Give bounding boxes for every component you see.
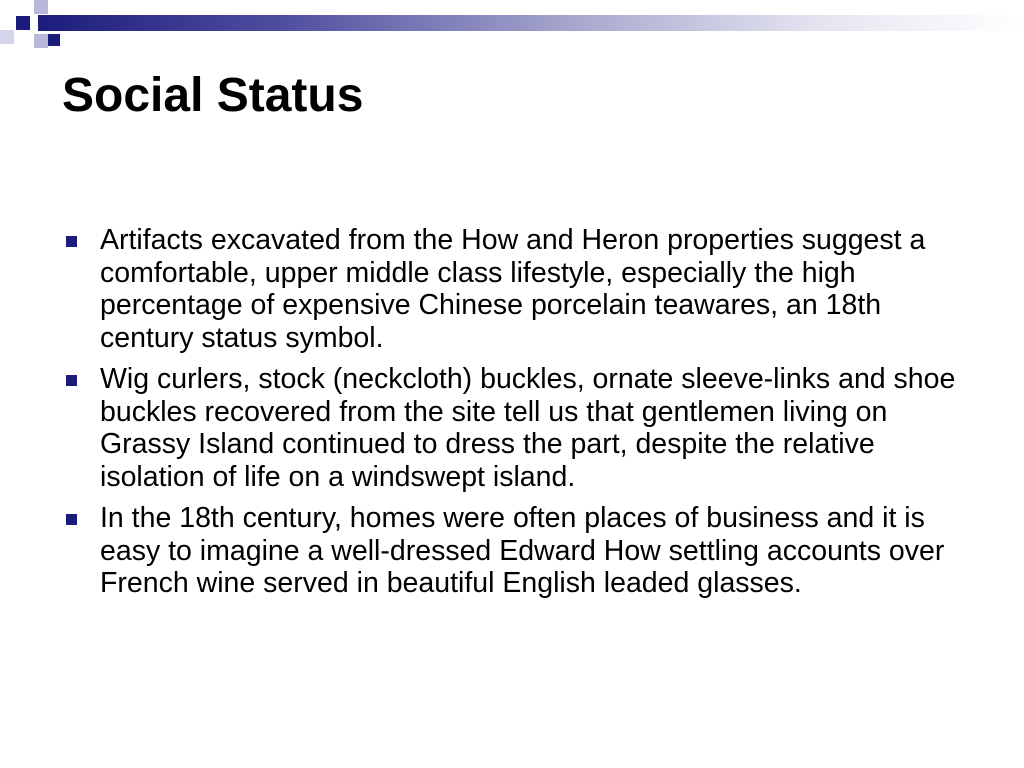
decorative-square <box>48 34 60 46</box>
bullet-text: Artifacts excavated from the How and Heron properties suggest a comfortable, upper middle class lifestyle, especially the high percentage of expensive Chinese porcelain teawares, an 18th century status symbol. <box>100 224 926 354</box>
bullet-item <box>62 224 982 354</box>
header-gradient-band <box>38 15 1024 31</box>
square-bullet-icon <box>66 375 77 386</box>
bullet-list <box>62 224 982 609</box>
square-bullet-icon <box>66 514 77 525</box>
bullet-item <box>62 502 982 600</box>
bullet-text: In the 18th century, homes were often places of business and it is easy to imagine a well-dressed Edward How settling accounts over French wine served in beautiful English leaded glasses. <box>100 502 945 599</box>
slide-title: Social Status <box>62 69 364 122</box>
decorative-square <box>34 0 48 14</box>
square-bullet-icon <box>66 236 77 247</box>
decorative-square <box>34 34 48 48</box>
decorative-square <box>16 16 30 30</box>
bullet-text: Wig curlers, stock (neckcloth) buckles, ornate sleeve-links and shoe buckles recovered from the site tell us that gentlemen living on Grassy Island continued to dress the part, despite the relative isolation of life on a windswept island. <box>100 363 956 493</box>
decorative-square <box>16 34 30 48</box>
bullet-item <box>62 363 982 493</box>
decorative-square <box>0 30 14 44</box>
